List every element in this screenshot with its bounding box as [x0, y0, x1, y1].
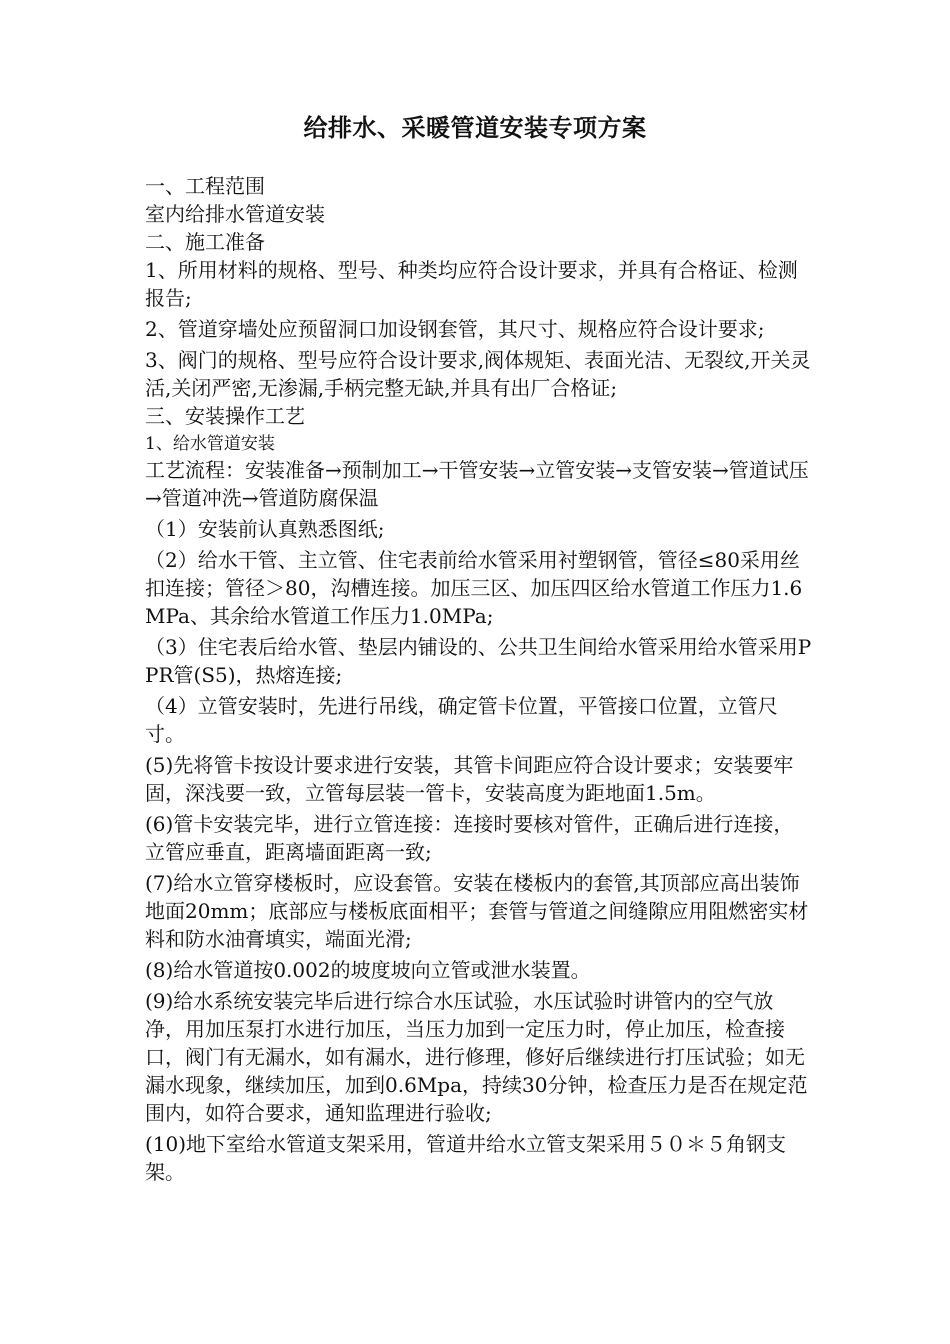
section-heading-process: 三、安装操作工艺 — [145, 404, 305, 428]
paragraph-step-4: （4）立管安装时，先进行吊线，确定管卡位置，平管接口位置，立管尺寸。 — [145, 694, 778, 746]
paragraph-step-3: （3）住宅表后给水管、垫层内铺设的、公共卫生间给水管采用给水管采用PPR管(S5)，热熔连接; — [145, 635, 812, 687]
paragraph-step-7: (7)给水立管穿楼板时，应设套管。安装在楼板内的套管,其顶部应高出装饰地面20mm；底部应与楼板底面相平；套管与管道之间缝隙应用阻燃密实材料和防水油膏填实，端面光滑; — [145, 871, 809, 951]
section-heading-preparation: 二、施工准备 — [145, 230, 265, 254]
paragraph-process-flow: 工艺流程：安装准备→预制加工→干管安装→立管安装→支管安装→管道试压→管道冲洗→管道防腐保温 — [145, 458, 809, 510]
paragraph-prep-3: 3、阀门的规格、型号应符合设计要求,阀体规矩、表面光洁、无裂纹,开关灵活,关闭严密,无渗漏,手柄完整无缺,并具有出厂合格证; — [145, 348, 811, 400]
paragraph-step-5: (5)先将管卡按设计要求进行安装，其管卡间距应符合设计要求；安装要牢固，深浅要一致，立管每层装一管卡，安装高度为距地面1.5m。 — [145, 753, 794, 805]
document-title: 给排水、采暖管道安装专项方案 — [303, 114, 647, 142]
paragraph-step-9: (9)给水系统安装完毕后进行综合水压试验，水压试验时讲管内的空气放净，用加压泵打水进行加压，当压力加到一定压力时，停止加压，检查接口，阀门有无漏水，如有漏水，进行修理，修好后继续进行打压试验；如无漏水现象，继续加压，加到0.6Mpa，持续30分钟，检查压力是否在规定范围内，如符合要求，通知监理进行验收; — [145, 989, 808, 1125]
section-heading-scope: 一、工程范围 — [145, 174, 265, 198]
paragraph-step-6: (6)管卡安装完毕，进行立管连接：连接时要核对管件，正确后进行连接，立管应垂直，距离墙面距离一致; — [145, 812, 794, 864]
paragraph-step-2: （2）给水干管、主立管、住宅表前给水管采用衬塑钢管，管径≤80采用丝扣连接；管径＞80，沟槽连接。加压三区、加压四区给水管道工作压力1.6MPa、其余给水管道工作压力1.0MPa; — [145, 548, 803, 628]
paragraph-prep-1: 1、所用材料的规格、型号、种类均应符合设计要求，并具有合格证、检测报告; — [145, 258, 798, 310]
paragraph-step-1: （1）安装前认真熟悉图纸; — [145, 517, 385, 541]
subsection-heading-water-supply: 1、给水管道安装 — [145, 434, 275, 454]
paragraph-step-10: (10)地下室给水管道支架采用，管道井给水立管支架采用５０＊５角钢支架。 — [145, 1132, 787, 1184]
paragraph-prep-2: 2、管道穿墙处应预留洞口加设钢套管，其尺寸、规格应符合设计要求; — [145, 317, 765, 341]
document-body — [145, 172, 813, 1186]
paragraph-step-8: (8)给水管道按0.002的坡度坡向立管或泄水装置。 — [145, 958, 591, 982]
paragraph-scope-content: 室内给排水管道安装 — [145, 202, 325, 226]
